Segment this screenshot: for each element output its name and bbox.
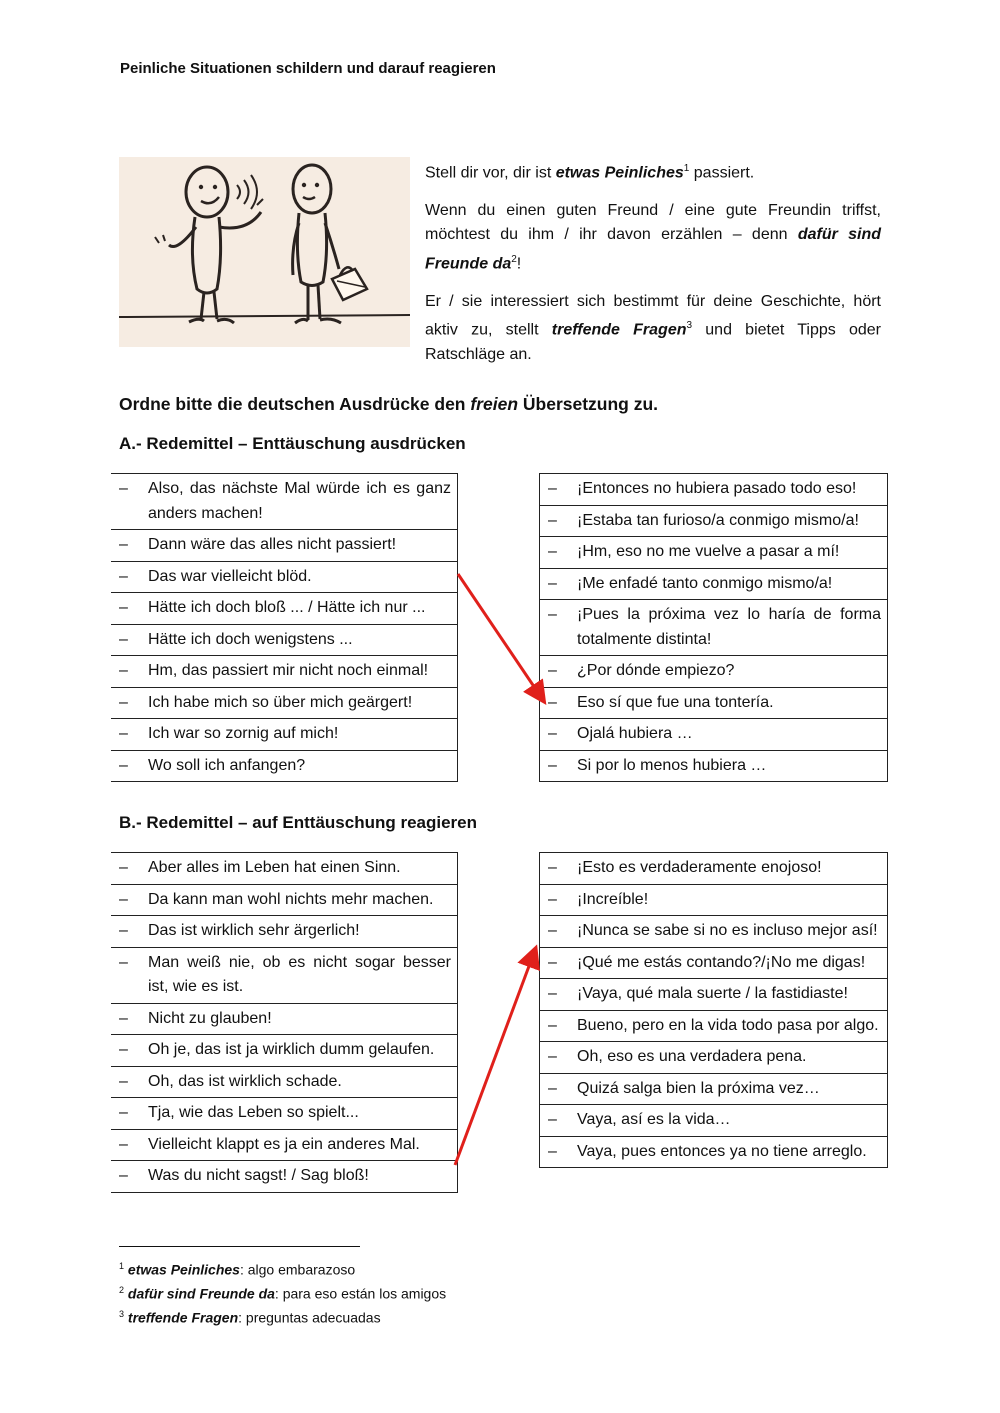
match-arrow-a[interactable] <box>458 574 543 700</box>
list-dash: – <box>119 536 128 553</box>
list-dash: – <box>548 890 557 908</box>
list-dash: – <box>548 1111 557 1128</box>
expression-text: Ich war so zornig auf mich! <box>148 725 339 742</box>
list-dash: – <box>119 1135 128 1153</box>
expression-text: Aber alles im Leben hat einen Sinn. <box>148 859 401 876</box>
list-dash: – <box>119 599 128 616</box>
list-dash: – <box>548 543 557 560</box>
expression-text: Das war vielleicht blöd. <box>148 567 312 585</box>
expression-text: ¡Hm, eso no me vuelve a pasar a mí! <box>577 543 840 560</box>
footnote-item: $^3$ treffende Fragen: preguntas adecuadas <box>119 1309 381 1326</box>
list-dash: – <box>548 859 557 876</box>
list-dash: – <box>119 662 128 679</box>
list-dash: – <box>119 756 128 774</box>
expression-text: Hm, das passiert mir nicht noch einmal! <box>148 662 429 679</box>
list-dash: – <box>548 693 557 711</box>
intro-paragraph-1: Stell dir vor, dir ist etwas Peinliches$^1$ passiert. <box>425 163 755 182</box>
page-title: Peinliche Situationen schildern und darauf reagieren <box>120 60 496 77</box>
list-dash: – <box>119 480 128 497</box>
expression-text: Dann wäre das alles nicht passiert! <box>148 536 397 553</box>
list-dash: – <box>548 725 557 742</box>
list-dash: – <box>548 480 557 497</box>
expression-text: Man weiß nie, ob es nicht sogar besser ist, wie es ist. <box>148 953 451 995</box>
list-dash: – <box>119 890 128 908</box>
expression-text: Das ist wirklich sehr ärgerlich! <box>148 922 360 939</box>
list-dash: – <box>548 511 557 529</box>
expression-text: Si por lo menos hubiera … <box>577 756 767 774</box>
expression-text: ¡Me enfadé tanto conmigo mismo/a! <box>577 574 833 592</box>
list-dash: – <box>119 1072 128 1090</box>
list-dash: – <box>548 574 557 592</box>
list-dash: – <box>119 953 128 971</box>
list-dash: – <box>548 756 557 774</box>
emphasis-treffende-fragen: treffende Fragen <box>551 321 687 339</box>
list-dash: – <box>548 1048 557 1065</box>
expression-text: Tja, wie das Leben so spielt... <box>148 1104 359 1121</box>
expression-text: ¡Qué me estás contando?/¡No me digas! <box>577 953 866 971</box>
expression-text: Oh je, das ist ja wirklich dumm gelaufen. <box>148 1041 435 1058</box>
list-dash: – <box>548 985 557 1002</box>
footnote-item: $^1$ etwas Peinliches: algo embarazoso <box>119 1261 356 1278</box>
expression-text: ¡Vaya, qué mala suerte / la fastidiaste! <box>577 985 848 1002</box>
list-dash: – <box>119 725 128 742</box>
list-dash: – <box>119 1167 128 1184</box>
expression-text: Nicht zu glauben! <box>148 1009 272 1027</box>
expression-text: Hätte ich doch wenigstens ... <box>148 630 353 648</box>
list-dash: – <box>548 953 557 971</box>
section-a-title: A.- Redemittel – Enttäuschung ausdrücken <box>119 434 466 453</box>
list-dash: – <box>548 922 557 939</box>
expression-text: ¡Increíble! <box>577 890 649 908</box>
list-dash: – <box>548 662 557 679</box>
expression-text: Vielleicht klappt es ja ein anderes Mal. <box>148 1135 420 1153</box>
emphasis-etwas-peinliches: etwas Peinliches <box>555 164 684 182</box>
list-dash: – <box>119 1041 128 1058</box>
expression-text: ¿Por dónde empiezo? <box>577 662 735 679</box>
footnote-item: $^2$ dafür sind Freunde da: para eso están los amigos <box>119 1285 447 1302</box>
list-dash: – <box>548 1016 557 1034</box>
footnote-divider <box>119 1246 360 1247</box>
expression-text: Ojalá hubiera … <box>577 725 693 742</box>
expression-text: Bueno, pero en la vida todo pasa por algo. <box>577 1016 879 1034</box>
match-arrow-b[interactable] <box>455 950 535 1165</box>
expression-text: Quizá salga bien la próxima vez… <box>577 1079 820 1097</box>
expression-text: ¡Nunca se sabe si no es incluso mejor así! <box>577 922 878 939</box>
expression-text: ¡Esto es verdaderamente enojoso! <box>577 859 822 876</box>
list-dash: – <box>548 1079 557 1097</box>
expression-text: Oh, eso es una verdadera pena. <box>577 1048 807 1065</box>
expression-text: Oh, das ist wirklich schade. <box>148 1072 342 1090</box>
list-dash: – <box>119 859 128 876</box>
intro-paragraph-2: Wenn du einen guten Freund / eine gute Freundin triffst, möchtest du ihm / ihr davon erzählen – denn dafür sind Freunde $da^2$! <box>425 201 881 273</box>
emphasis-freunde: dafür sind Freunde da <box>425 226 881 273</box>
list-dash: – <box>119 693 128 711</box>
expression-text: ¡Estaba tan furioso/a conmigo mismo/a! <box>577 511 859 529</box>
list-dash: – <box>548 606 557 623</box>
list-dash: – <box>548 1142 557 1160</box>
expression-text: Vaya, pues entonces ya no tiene arreglo. <box>577 1142 867 1160</box>
list-dash: – <box>119 630 128 648</box>
expression-text: Hätte ich doch bloß ... / Hätte ich nur ... <box>148 599 426 616</box>
expression-text: Eso sí que fue una tontería. <box>577 693 774 711</box>
expression-text: Ich habe mich so über mich geärgert! <box>148 693 413 711</box>
list-dash: – <box>119 922 128 939</box>
expression-text: Wo soll ich anfangen? <box>148 756 306 774</box>
section-b-title: B.- Redemittel – auf Enttäuschung reagieren <box>119 813 478 832</box>
expression-text: Also, das nächste Mal würde ich es ganz anders machen! <box>148 480 451 522</box>
expression-text: Vaya, así es la vida… <box>577 1111 731 1128</box>
exercise-instruction: Ordne bitte die deutschen Ausdrücke den freien Übersetzung zu. <box>119 394 659 414</box>
expression-text: ¡Pues la próxima vez lo haría de forma totalmente distinta! <box>577 606 881 648</box>
list-dash: – <box>119 567 128 585</box>
list-dash: – <box>119 1104 128 1121</box>
list-dash: – <box>119 1009 128 1027</box>
expression-text: ¡Entonces no hubiera pasado todo eso! <box>577 480 857 497</box>
intro-paragraph-3: Er / sie interessiert sich bestimmt für deine Geschichte, hört aktiv zu, stellt treffende Fragen$^3$ und bietet Tipps oder Ratschläge an. <box>425 292 881 363</box>
expression-text: Da kann man wohl nichts mehr machen. <box>148 890 434 908</box>
expression-text: Was du nicht sagst! / Sag bloß! <box>148 1167 369 1184</box>
footnotes <box>119 1256 446 1328</box>
